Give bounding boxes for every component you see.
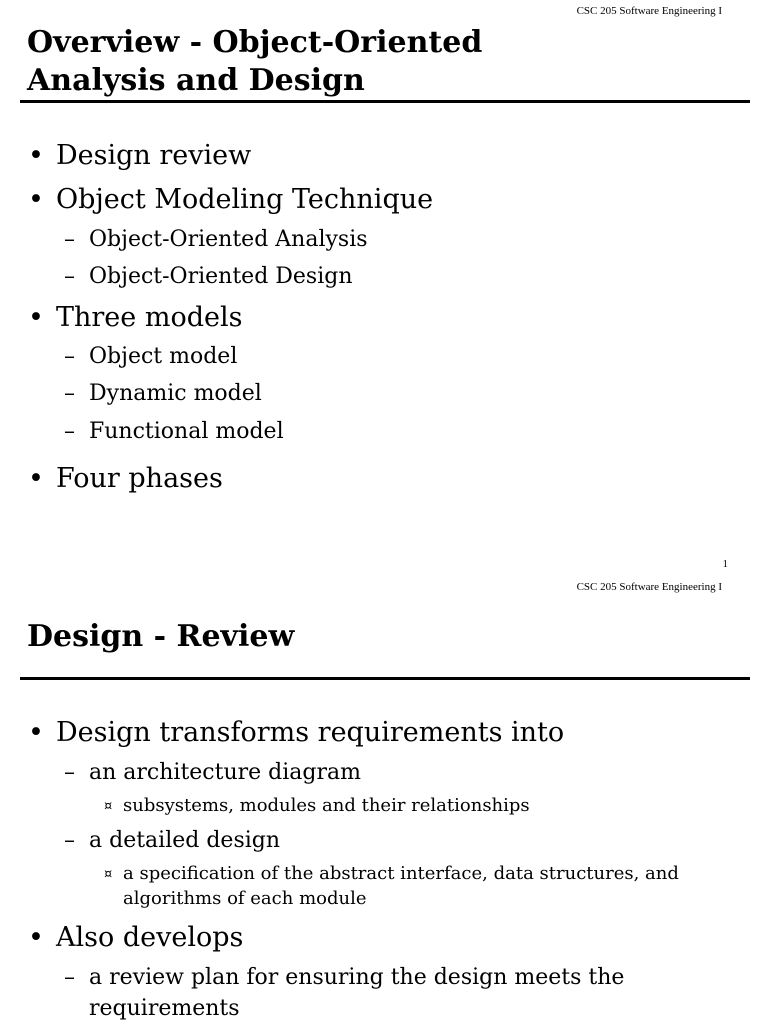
sub-bullet-object-model [64,343,237,371]
slide-2 [0,578,768,1024]
bullet-marker: • [28,922,44,953]
sub-bullet-review-plan-cont [64,995,240,1023]
sub-bullet-text: requirements [89,996,240,1021]
dash-marker: – [64,381,75,406]
dash-marker: – [64,419,75,444]
dash-marker: – [64,227,75,252]
bullet-text: Also develops [56,922,244,953]
slide-title-line-2: Analysis and Design [27,63,365,98]
bullet-design-review [28,140,251,172]
bullet-three-models [28,302,242,334]
sub-bullet-text: an architecture diagram [89,760,361,785]
bullet-also-develops [28,922,243,954]
dash-marker: – [64,264,75,289]
sub-bullet-architecture-diagram [64,759,361,787]
sub-bullet-text: a detailed design [89,828,281,853]
detail-bullet-text: algorithms of each module [123,888,367,909]
bullet-marker: • [28,140,44,171]
dash-marker: – [64,965,75,990]
sub-bullet-text: Object-Oriented Design [89,264,353,289]
sub-bullet-text: Dynamic model [89,381,262,406]
sub-bullet-review-plan [64,964,624,992]
detail-bullet-specification-cont [104,886,367,912]
sub-bullet-ood [64,263,353,291]
slide-title [27,24,482,100]
course-header: CSC 205 Software Engineering I [576,5,722,17]
sub-bullet-ooa [64,226,368,254]
title-divider [20,677,750,680]
bullet-four-phases [28,463,223,495]
bullet-marker: • [28,717,44,748]
page-number: 1 [722,558,728,570]
detail-bullet-subsystems [104,793,530,819]
bullet-marker: • [28,463,44,494]
bullet-text: Three models [56,302,243,333]
bullet-text: Design review [56,140,252,171]
dash-marker: – [64,828,75,853]
bullet-text: Design transforms requirements into [56,717,565,748]
bullet-omt [28,184,433,216]
sub-bullet-functional-model [64,418,284,446]
title-divider [20,100,750,103]
slide-title-line-1: Overview - Object-Oriented [27,25,483,60]
currency-marker: ¤ [104,799,113,814]
sub-bullet-dynamic-model [64,380,262,408]
sub-bullet-text: Functional model [89,419,284,444]
bullet-text: Object Modeling Technique [56,184,434,215]
sub-bullet-detailed-design [64,827,280,855]
sub-bullet-text: a review plan for ensuring the design meets the [89,965,625,990]
detail-bullet-text: subsystems, modules and their relationships [123,795,530,816]
sub-bullet-text: Object-Oriented Analysis [89,227,368,252]
bullet-text: Four phases [56,463,223,494]
slide-title: Design - Review [27,619,295,654]
course-header: CSC 205 Software Engineering I [576,581,722,593]
sub-bullet-text: Object model [89,344,238,369]
bullet-marker: • [28,302,44,333]
bullet-design-transforms [28,717,564,749]
currency-marker: ¤ [104,867,113,882]
detail-bullet-specification [104,861,679,887]
bullet-marker: • [28,184,44,215]
dash-marker: – [64,344,75,369]
detail-bullet-text: a specification of the abstract interface, data structures, and [123,863,679,884]
dash-marker: – [64,760,75,785]
